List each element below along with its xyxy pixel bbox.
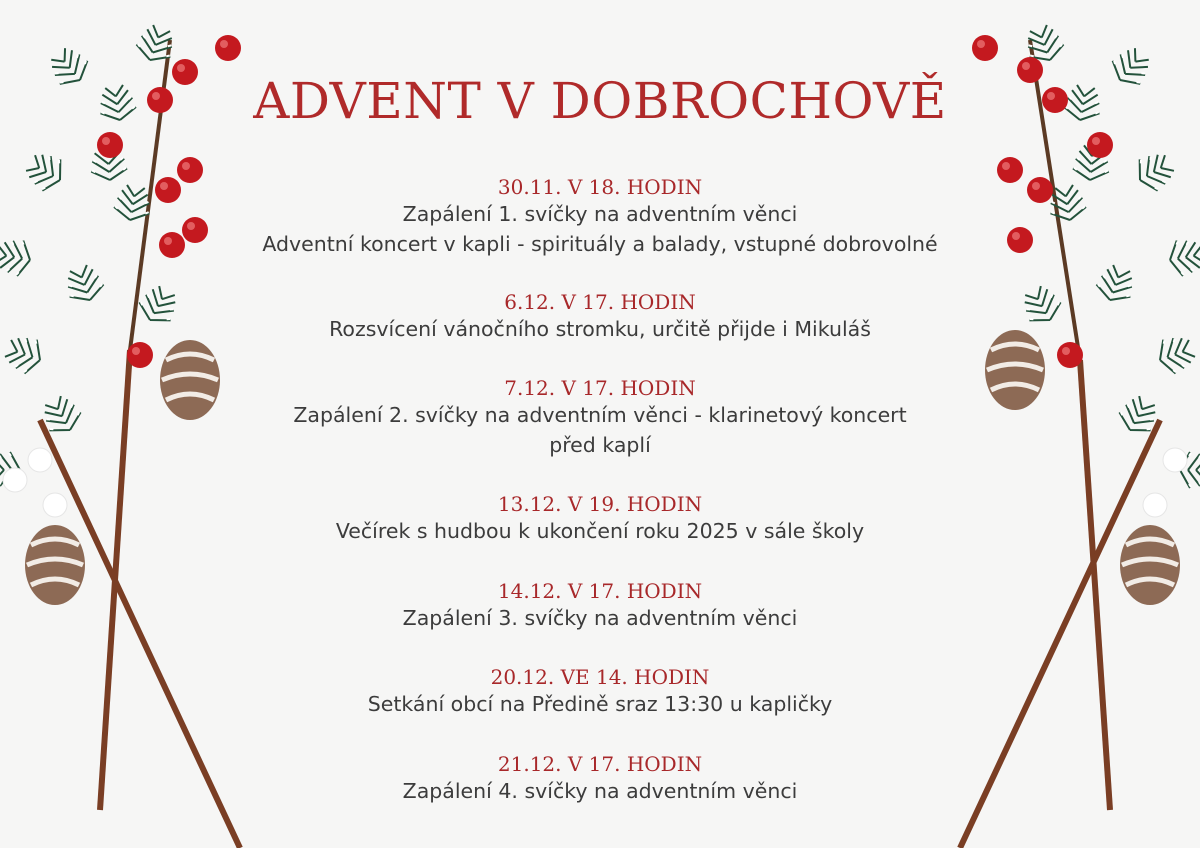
event-description: Rozsvícení vánočního stromku, určitě přijde i Mikuláš <box>329 317 871 341</box>
event-item <box>200 175 1000 259</box>
event-item <box>200 665 1000 719</box>
event-date: 20.12. VE 14. HODIN <box>490 665 710 689</box>
event-item <box>200 579 1000 633</box>
event-description: Adventní koncert v kapli - spirituály a balady, vstupné dobrovolné <box>262 232 938 256</box>
event-date: 21.12. V 17. HODIN <box>497 752 703 776</box>
event-date: 14.12. V 17. HODIN <box>497 579 703 603</box>
event-date: 13.12. V 19. HODIN <box>497 492 703 516</box>
event-description: Zapálení 1. svíčky na adventním věnci <box>402 202 798 226</box>
page-title: ADVENT V DOBROCHOVĚ <box>253 72 947 130</box>
event-description: před kaplí <box>549 433 651 457</box>
event-date: 6.12. V 17. HODIN <box>504 290 696 314</box>
event-item <box>200 752 1000 806</box>
event-description: Setkání obcí na Předině sraz 13:30 u kapličky <box>367 692 833 716</box>
event-date: 30.11. V 18. HODIN <box>497 175 703 199</box>
event-description: Zapálení 2. svíčky na adventním věnci - klarinetový koncert <box>293 403 907 427</box>
event-item <box>200 376 1000 460</box>
event-item <box>200 290 1000 344</box>
event-item <box>200 492 1000 546</box>
event-description: Večírek s hudbou k ukončení roku 2025 v sále školy <box>335 519 865 543</box>
event-description: Zapálení 3. svíčky na adventním věnci <box>402 606 798 630</box>
event-description: Zapálení 4. svíčky na adventním věnci <box>402 779 798 803</box>
event-date: 7.12. V 17. HODIN <box>504 376 696 400</box>
